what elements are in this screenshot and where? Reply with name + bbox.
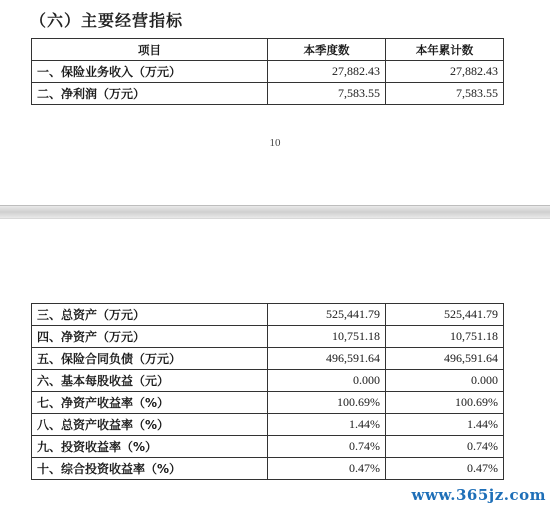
header-item: 项目: [32, 39, 268, 61]
table-row: [32, 348, 504, 370]
row-ytd-value: 7,583.55: [386, 83, 504, 105]
header-ytd: 本年累计数: [386, 39, 504, 61]
table-row: [32, 304, 504, 326]
table-row: [32, 61, 504, 83]
row-quarter-value: 525,441.79: [268, 304, 386, 326]
row-ytd-value: 10,751.18: [386, 326, 504, 348]
header-quarter: 本季度数: [268, 39, 386, 61]
row-label: 五、保险合同负债（万元）: [32, 348, 268, 370]
row-label: 六、基本每股收益（元）: [32, 370, 268, 392]
row-quarter-value: 0.47%: [268, 458, 386, 480]
table-header-row: [32, 39, 504, 61]
row-ytd-value: 0.000: [386, 370, 504, 392]
row-label: 二、净利润（万元）: [32, 83, 268, 105]
row-label: 八、总资产收益率（%）: [32, 414, 268, 436]
row-label: 一、保险业务收入（万元）: [32, 61, 268, 83]
row-ytd-value: 0.74%: [386, 436, 504, 458]
row-quarter-value: 27,882.43: [268, 61, 386, 83]
row-quarter-value: 0.000: [268, 370, 386, 392]
table-row: [32, 436, 504, 458]
table-row: [32, 83, 504, 105]
row-quarter-value: 10,751.18: [268, 326, 386, 348]
row-ytd-value: 100.69%: [386, 392, 504, 414]
row-ytd-value: 27,882.43: [386, 61, 504, 83]
row-label: 三、总资产（万元）: [32, 304, 268, 326]
page-number: 10: [269, 137, 281, 149]
table-row: [32, 326, 504, 348]
table-row: [32, 392, 504, 414]
indicators-table-top: [31, 38, 504, 105]
table-row: [32, 370, 504, 392]
row-quarter-value: 1.44%: [268, 414, 386, 436]
row-quarter-value: 496,591.64: [268, 348, 386, 370]
row-ytd-value: 525,441.79: [386, 304, 504, 326]
row-ytd-value: 1.44%: [386, 414, 504, 436]
row-label: 七、净资产收益率（%）: [32, 392, 268, 414]
indicators-table-bottom: [31, 303, 504, 480]
table-row: [32, 458, 504, 480]
row-label: 十、综合投资收益率（%）: [32, 458, 268, 480]
site-watermark: www.365jz.com: [411, 486, 546, 504]
row-ytd-value: 496,591.64: [386, 348, 504, 370]
row-label: 九、投资收益率（%）: [32, 436, 268, 458]
section-title: （六）主要经营指标: [30, 11, 184, 30]
row-ytd-value: 0.47%: [386, 458, 504, 480]
row-quarter-value: 7,583.55: [268, 83, 386, 105]
row-quarter-value: 100.69%: [268, 392, 386, 414]
row-quarter-value: 0.74%: [268, 436, 386, 458]
table-row: [32, 414, 504, 436]
row-label: 四、净资产（万元）: [32, 326, 268, 348]
page-break-divider: [0, 205, 550, 219]
